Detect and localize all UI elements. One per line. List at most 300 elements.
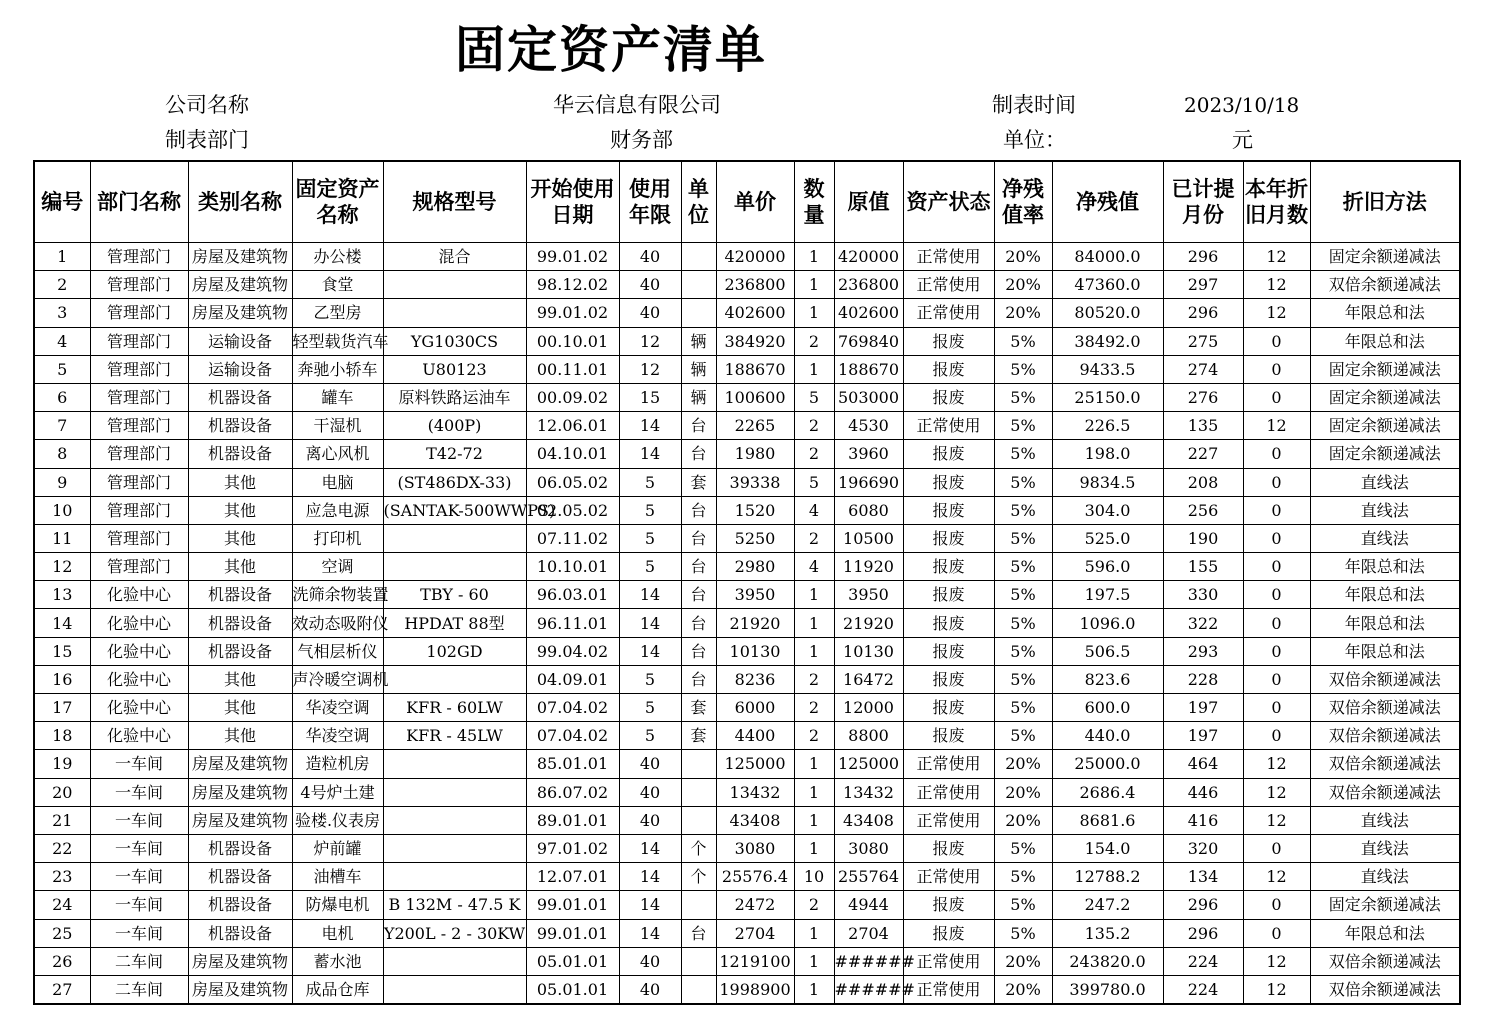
table-cell[interactable]: 18 xyxy=(34,722,90,750)
table-cell[interactable]: 135 xyxy=(1163,412,1243,440)
table-cell[interactable]: 14 xyxy=(619,609,681,637)
table-cell[interactable]: 14 xyxy=(619,581,681,609)
table-cell[interactable]: 混合 xyxy=(383,243,526,271)
table-cell[interactable]: 3960 xyxy=(834,440,903,468)
table-cell[interactable]: 8236 xyxy=(716,665,794,693)
table-cell[interactable]: 管理部门 xyxy=(90,383,188,411)
table-cell[interactable]: 报废 xyxy=(903,553,994,581)
table-cell[interactable]: 原料铁路运油车 xyxy=(383,383,526,411)
table-cell[interactable]: 155 xyxy=(1163,553,1243,581)
table-cell[interactable]: 一车间 xyxy=(90,806,188,834)
table-cell[interactable]: 造粒机房 xyxy=(292,750,383,778)
table-cell[interactable] xyxy=(383,553,526,581)
table-cell[interactable]: 管理部门 xyxy=(90,327,188,355)
table-cell[interactable]: 奔驰小轿车 xyxy=(292,355,383,383)
table-cell[interactable]: 4 xyxy=(794,496,834,524)
header-cell[interactable]: 净残值 xyxy=(1052,161,1163,243)
table-cell[interactable]: 双倍余额递减法 xyxy=(1310,271,1460,299)
table-cell[interactable]: 套 xyxy=(681,468,716,496)
table-cell[interactable]: 正常使用 xyxy=(903,975,994,1004)
table-cell[interactable]: 乙型房 xyxy=(292,299,383,327)
table-cell[interactable]: 15 xyxy=(34,637,90,665)
table-cell[interactable]: 管理部门 xyxy=(90,412,188,440)
table-cell[interactable]: 420000 xyxy=(716,243,794,271)
table-cell[interactable]: 辆 xyxy=(681,355,716,383)
table-cell[interactable]: 机器设备 xyxy=(188,609,292,637)
table-cell[interactable]: 228 xyxy=(1163,665,1243,693)
table-cell[interactable]: 12 xyxy=(34,553,90,581)
table-cell[interactable]: 1 xyxy=(794,299,834,327)
table-cell[interactable]: 报废 xyxy=(903,355,994,383)
table-cell[interactable] xyxy=(383,806,526,834)
table-cell[interactable]: 管理部门 xyxy=(90,299,188,327)
table-cell[interactable]: 1 xyxy=(794,834,834,862)
table-cell[interactable]: 2 xyxy=(794,440,834,468)
table-cell[interactable]: 10500 xyxy=(834,524,903,552)
table-cell[interactable]: 13432 xyxy=(834,778,903,806)
table-cell[interactable]: 2980 xyxy=(716,553,794,581)
table-cell[interactable]: 5% xyxy=(994,581,1052,609)
table-cell[interactable]: 399780.0 xyxy=(1052,975,1163,1004)
table-cell[interactable]: 化验中心 xyxy=(90,665,188,693)
unit-value[interactable]: 元 xyxy=(1232,128,1253,152)
table-cell[interactable]: 洗筛余物装置 xyxy=(292,581,383,609)
table-cell[interactable]: 10130 xyxy=(716,637,794,665)
table-cell[interactable]: 20% xyxy=(994,299,1052,327)
table-cell[interactable]: 直线法 xyxy=(1310,834,1460,862)
table-cell[interactable]: 5% xyxy=(994,722,1052,750)
table-cell[interactable]: 电机 xyxy=(292,919,383,947)
table-cell[interactable]: 85.01.01 xyxy=(526,750,619,778)
table-cell[interactable]: 14 xyxy=(619,440,681,468)
table-cell[interactable]: 12.07.01 xyxy=(526,863,619,891)
table-cell[interactable]: 1 xyxy=(794,609,834,637)
table-cell[interactable]: 年限总和法 xyxy=(1310,919,1460,947)
table-cell[interactable]: 0 xyxy=(1243,609,1310,637)
table-cell[interactable] xyxy=(383,271,526,299)
table-cell[interactable]: 2 xyxy=(794,891,834,919)
table-cell[interactable]: 1998900 xyxy=(716,975,794,1004)
table-cell[interactable] xyxy=(681,243,716,271)
table-cell[interactable]: 05.01.01 xyxy=(526,975,619,1004)
table-cell[interactable]: 1 xyxy=(794,271,834,299)
table-cell[interactable]: 10 xyxy=(794,863,834,891)
table-cell[interactable]: 固定余额递减法 xyxy=(1310,412,1460,440)
table-cell[interactable]: 报废 xyxy=(903,468,994,496)
table-cell[interactable]: 86.07.02 xyxy=(526,778,619,806)
table-cell[interactable]: 2 xyxy=(794,665,834,693)
header-cell[interactable]: 数量 xyxy=(794,161,834,243)
table-cell[interactable]: 4400 xyxy=(716,722,794,750)
table-cell[interactable]: 236800 xyxy=(716,271,794,299)
table-cell[interactable]: 00.10.01 xyxy=(526,327,619,355)
table-cell[interactable]: 化验中心 xyxy=(90,581,188,609)
table-cell[interactable]: 机器设备 xyxy=(188,891,292,919)
table-cell[interactable]: 188670 xyxy=(834,355,903,383)
table-cell[interactable]: 9 xyxy=(34,468,90,496)
table-cell[interactable]: 276 xyxy=(1163,383,1243,411)
table-cell[interactable]: 1 xyxy=(34,243,90,271)
table-cell[interactable]: 辆 xyxy=(681,383,716,411)
table-cell[interactable]: 15 xyxy=(619,383,681,411)
table-cell[interactable]: 5250 xyxy=(716,524,794,552)
table-cell[interactable]: 12.06.01 xyxy=(526,412,619,440)
table-cell[interactable]: 04.09.01 xyxy=(526,665,619,693)
header-cell[interactable]: 编号 xyxy=(34,161,90,243)
date-value[interactable]: 2023/10/18 xyxy=(1184,93,1300,117)
table-cell[interactable]: 43408 xyxy=(834,806,903,834)
table-cell[interactable]: 5 xyxy=(619,694,681,722)
header-cell[interactable]: 使用年限 xyxy=(619,161,681,243)
table-cell[interactable]: 21 xyxy=(34,806,90,834)
table-cell[interactable]: 320 xyxy=(1163,834,1243,862)
table-cell[interactable]: 304.0 xyxy=(1052,496,1163,524)
table-cell[interactable]: 3 xyxy=(34,299,90,327)
table-cell[interactable]: 14 xyxy=(34,609,90,637)
table-cell[interactable]: 1 xyxy=(794,243,834,271)
header-cell[interactable]: 固定资产名称 xyxy=(292,161,383,243)
table-cell[interactable]: 2686.4 xyxy=(1052,778,1163,806)
table-cell[interactable]: 2265 xyxy=(716,412,794,440)
table-cell[interactable]: 辆 xyxy=(681,327,716,355)
table-cell[interactable]: 固定余额递减法 xyxy=(1310,440,1460,468)
table-cell[interactable]: 255764 xyxy=(834,863,903,891)
table-cell[interactable] xyxy=(681,891,716,919)
table-cell[interactable]: 固定余额递减法 xyxy=(1310,355,1460,383)
table-cell[interactable]: 气相层析仪 xyxy=(292,637,383,665)
table-cell[interactable]: 0 xyxy=(1243,327,1310,355)
table-cell[interactable]: 2 xyxy=(794,327,834,355)
table-cell[interactable]: 05.01.01 xyxy=(526,947,619,975)
table-cell[interactable]: 02.05.02 xyxy=(526,496,619,524)
header-cell[interactable]: 单位 xyxy=(681,161,716,243)
table-cell[interactable]: 26 xyxy=(34,947,90,975)
table-cell[interactable]: 二车间 xyxy=(90,947,188,975)
table-cell[interactable]: 98.12.02 xyxy=(526,271,619,299)
table-cell[interactable]: 7 xyxy=(34,412,90,440)
table-cell[interactable]: 台 xyxy=(681,553,716,581)
table-cell[interactable]: 防爆电机 xyxy=(292,891,383,919)
table-cell[interactable]: 38492.0 xyxy=(1052,327,1163,355)
table-cell[interactable]: 直线法 xyxy=(1310,806,1460,834)
table-cell[interactable]: 5% xyxy=(994,412,1052,440)
table-cell[interactable]: 房屋及建筑物 xyxy=(188,778,292,806)
table-cell[interactable]: 99.01.01 xyxy=(526,891,619,919)
table-cell[interactable]: 房屋及建筑物 xyxy=(188,750,292,778)
table-cell[interactable]: 197 xyxy=(1163,694,1243,722)
table-cell[interactable]: 其他 xyxy=(188,496,292,524)
table-cell[interactable]: 台 xyxy=(681,412,716,440)
table-cell[interactable]: 293 xyxy=(1163,637,1243,665)
table-cell[interactable]: 6080 xyxy=(834,496,903,524)
table-cell[interactable]: 房屋及建筑物 xyxy=(188,271,292,299)
table-cell[interactable]: 5 xyxy=(34,355,90,383)
table-cell[interactable]: 134 xyxy=(1163,863,1243,891)
table-cell[interactable]: 24 xyxy=(34,891,90,919)
table-cell[interactable]: 打印机 xyxy=(292,524,383,552)
table-cell[interactable]: 22 xyxy=(34,834,90,862)
table-cell[interactable]: 40 xyxy=(619,975,681,1004)
table-cell[interactable]: 0 xyxy=(1243,694,1310,722)
table-cell[interactable]: 机器设备 xyxy=(188,863,292,891)
table-cell[interactable]: 84000.0 xyxy=(1052,243,1163,271)
table-cell[interactable]: 年限总和法 xyxy=(1310,609,1460,637)
table-cell[interactable]: 双倍余额递减法 xyxy=(1310,947,1460,975)
table-cell[interactable]: 0 xyxy=(1243,665,1310,693)
table-cell[interactable]: 125000 xyxy=(834,750,903,778)
table-cell[interactable]: 243820.0 xyxy=(1052,947,1163,975)
table-cell[interactable]: 管理部门 xyxy=(90,553,188,581)
table-cell[interactable]: 25576.4 xyxy=(716,863,794,891)
table-cell[interactable]: 报废 xyxy=(903,524,994,552)
table-cell[interactable]: 100600 xyxy=(716,383,794,411)
table-cell[interactable]: 运输设备 xyxy=(188,327,292,355)
table-cell[interactable]: 化验中心 xyxy=(90,637,188,665)
table-cell[interactable]: 5 xyxy=(794,468,834,496)
table-cell[interactable]: 正常使用 xyxy=(903,299,994,327)
table-cell[interactable]: 化验中心 xyxy=(90,609,188,637)
header-cell[interactable]: 规格型号 xyxy=(383,161,526,243)
table-cell[interactable]: 525.0 xyxy=(1052,524,1163,552)
table-cell[interactable]: 190 xyxy=(1163,524,1243,552)
table-cell[interactable]: 管理部门 xyxy=(90,271,188,299)
table-cell[interactable] xyxy=(383,750,526,778)
table-cell[interactable]: 40 xyxy=(619,750,681,778)
table-cell[interactable]: 10130 xyxy=(834,637,903,665)
table-cell[interactable]: 440.0 xyxy=(1052,722,1163,750)
table-cell[interactable]: 14 xyxy=(619,637,681,665)
table-cell[interactable]: 27 xyxy=(34,975,90,1004)
table-cell[interactable]: 双倍余额递减法 xyxy=(1310,778,1460,806)
table-cell[interactable]: 3950 xyxy=(716,581,794,609)
table-cell[interactable]: 报废 xyxy=(903,834,994,862)
table-cell[interactable]: 其他 xyxy=(188,694,292,722)
table-cell[interactable]: 5% xyxy=(994,383,1052,411)
table-cell[interactable]: 油槽车 xyxy=(292,863,383,891)
table-cell[interactable]: 运输设备 xyxy=(188,355,292,383)
table-cell[interactable]: 14 xyxy=(619,919,681,947)
table-cell[interactable]: 20 xyxy=(34,778,90,806)
table-cell[interactable]: 8 xyxy=(34,440,90,468)
table-cell[interactable]: 5% xyxy=(994,665,1052,693)
table-cell[interactable]: 12 xyxy=(1243,412,1310,440)
table-cell[interactable]: 干湿机 xyxy=(292,412,383,440)
table-cell[interactable]: 5 xyxy=(794,383,834,411)
table-cell[interactable] xyxy=(681,299,716,327)
table-cell[interactable]: 25000.0 xyxy=(1052,750,1163,778)
table-cell[interactable]: 二车间 xyxy=(90,975,188,1004)
table-cell[interactable]: 0 xyxy=(1243,722,1310,750)
table-cell[interactable]: 154.0 xyxy=(1052,834,1163,862)
table-cell[interactable]: 一车间 xyxy=(90,891,188,919)
header-cell[interactable]: 原值 xyxy=(834,161,903,243)
table-cell[interactable]: 双倍余额递减法 xyxy=(1310,722,1460,750)
table-cell[interactable]: 420000 xyxy=(834,243,903,271)
table-cell[interactable]: 5 xyxy=(619,722,681,750)
table-cell[interactable]: 5% xyxy=(994,496,1052,524)
table-cell[interactable]: 04.10.01 xyxy=(526,440,619,468)
table-cell[interactable]: 89.01.01 xyxy=(526,806,619,834)
table-cell[interactable]: 14 xyxy=(619,834,681,862)
table-cell[interactable]: 空调 xyxy=(292,553,383,581)
table-cell[interactable]: HPDAT 88型 xyxy=(383,609,526,637)
table-cell[interactable]: 台 xyxy=(681,440,716,468)
table-cell[interactable]: 43408 xyxy=(716,806,794,834)
table-cell[interactable]: 21920 xyxy=(716,609,794,637)
table-cell[interactable]: 224 xyxy=(1163,975,1243,1004)
table-cell[interactable]: 6 xyxy=(34,383,90,411)
table-cell[interactable]: 322 xyxy=(1163,609,1243,637)
table-cell[interactable]: 25150.0 xyxy=(1052,383,1163,411)
header-cell[interactable]: 开始使用日期 xyxy=(526,161,619,243)
table-cell[interactable]: 0 xyxy=(1243,383,1310,411)
table-cell[interactable]: 报废 xyxy=(903,919,994,947)
table-cell[interactable]: ###### xyxy=(834,975,903,1004)
table-cell[interactable]: 12 xyxy=(1243,299,1310,327)
table-cell[interactable]: 11920 xyxy=(834,553,903,581)
table-cell[interactable]: 297 xyxy=(1163,271,1243,299)
table-cell[interactable]: 5% xyxy=(994,553,1052,581)
table-cell[interactable]: 96.11.01 xyxy=(526,609,619,637)
table-cell[interactable]: 5% xyxy=(994,468,1052,496)
table-cell[interactable]: 20% xyxy=(994,947,1052,975)
table-cell[interactable]: KFR - 45LW xyxy=(383,722,526,750)
table-cell[interactable]: 个 xyxy=(681,834,716,862)
table-cell[interactable]: 台 xyxy=(681,637,716,665)
table-cell[interactable]: 年限总和法 xyxy=(1310,299,1460,327)
table-cell[interactable]: 3950 xyxy=(834,581,903,609)
table-cell[interactable]: 效动态吸附仪 xyxy=(292,609,383,637)
table-cell[interactable]: 2 xyxy=(794,722,834,750)
table-cell[interactable]: 0 xyxy=(1243,440,1310,468)
table-cell[interactable]: 13 xyxy=(34,581,90,609)
table-cell[interactable]: 197.5 xyxy=(1052,581,1163,609)
table-cell[interactable]: 00.11.01 xyxy=(526,355,619,383)
table-cell[interactable]: 402600 xyxy=(834,299,903,327)
table-cell[interactable]: 1 xyxy=(794,975,834,1004)
table-cell[interactable]: 台 xyxy=(681,665,716,693)
table-cell[interactable]: 12 xyxy=(619,355,681,383)
table-cell[interactable]: 2472 xyxy=(716,891,794,919)
table-cell[interactable]: 房屋及建筑物 xyxy=(188,947,292,975)
table-cell[interactable]: 188670 xyxy=(716,355,794,383)
table-cell[interactable]: 296 xyxy=(1163,919,1243,947)
table-cell[interactable]: 296 xyxy=(1163,299,1243,327)
table-cell[interactable]: 正常使用 xyxy=(903,863,994,891)
table-cell[interactable]: 个 xyxy=(681,863,716,891)
table-cell[interactable]: 其他 xyxy=(188,722,292,750)
table-cell[interactable]: 正常使用 xyxy=(903,271,994,299)
table-cell[interactable]: 蓄水池 xyxy=(292,947,383,975)
table-cell[interactable]: 40 xyxy=(619,299,681,327)
header-cell[interactable]: 已计提月份 xyxy=(1163,161,1243,243)
table-cell[interactable] xyxy=(681,271,716,299)
table-cell[interactable]: 1096.0 xyxy=(1052,609,1163,637)
table-cell[interactable]: 正常使用 xyxy=(903,412,994,440)
table-cell[interactable] xyxy=(681,975,716,1004)
table-cell[interactable]: 402600 xyxy=(716,299,794,327)
table-cell[interactable]: 直线法 xyxy=(1310,496,1460,524)
header-cell[interactable]: 折旧方法 xyxy=(1310,161,1460,243)
table-cell[interactable]: 80520.0 xyxy=(1052,299,1163,327)
table-cell[interactable]: 正常使用 xyxy=(903,750,994,778)
table-cell[interactable]: 21920 xyxy=(834,609,903,637)
table-cell[interactable]: 330 xyxy=(1163,581,1243,609)
table-cell[interactable] xyxy=(383,975,526,1004)
table-cell[interactable]: 5% xyxy=(994,919,1052,947)
table-cell[interactable]: 正常使用 xyxy=(903,947,994,975)
table-cell[interactable]: 0 xyxy=(1243,468,1310,496)
table-cell[interactable]: 双倍余额递减法 xyxy=(1310,975,1460,1004)
table-cell[interactable]: 管理部门 xyxy=(90,355,188,383)
table-cell[interactable]: 0 xyxy=(1243,355,1310,383)
table-cell[interactable]: 台 xyxy=(681,919,716,947)
table-cell[interactable]: 06.05.02 xyxy=(526,468,619,496)
table-cell[interactable]: 报废 xyxy=(903,440,994,468)
table-cell[interactable]: 管理部门 xyxy=(90,440,188,468)
table-cell[interactable]: 596.0 xyxy=(1052,553,1163,581)
table-cell[interactable]: ###### xyxy=(834,947,903,975)
table-cell[interactable] xyxy=(383,778,526,806)
table-cell[interactable]: 报废 xyxy=(903,694,994,722)
table-cell[interactable]: 化验中心 xyxy=(90,722,188,750)
table-cell[interactable]: 9834.5 xyxy=(1052,468,1163,496)
table-cell[interactable]: 00.09.02 xyxy=(526,383,619,411)
table-cell[interactable]: 管理部门 xyxy=(90,468,188,496)
table-cell[interactable]: 机器设备 xyxy=(188,440,292,468)
table-cell[interactable]: 40 xyxy=(619,243,681,271)
table-cell[interactable]: 其他 xyxy=(188,468,292,496)
table-cell[interactable]: 16 xyxy=(34,665,90,693)
table-cell[interactable]: 机器设备 xyxy=(188,637,292,665)
table-cell[interactable]: 12000 xyxy=(834,694,903,722)
table-cell[interactable]: Y200L - 2 - 30KW xyxy=(383,919,526,947)
table-cell[interactable]: 416 xyxy=(1163,806,1243,834)
table-cell[interactable]: 1 xyxy=(794,750,834,778)
table-cell[interactable]: 14 xyxy=(619,891,681,919)
table-cell[interactable]: 96.03.01 xyxy=(526,581,619,609)
table-cell[interactable] xyxy=(383,299,526,327)
table-cell[interactable]: 双倍余额递减法 xyxy=(1310,750,1460,778)
table-cell[interactable]: 446 xyxy=(1163,778,1243,806)
table-cell[interactable]: 1 xyxy=(794,778,834,806)
table-cell[interactable]: 报废 xyxy=(903,722,994,750)
table-cell[interactable]: 套 xyxy=(681,722,716,750)
table-cell[interactable]: 5 xyxy=(619,553,681,581)
table-cell[interactable]: 正常使用 xyxy=(903,778,994,806)
table-cell[interactable]: 台 xyxy=(681,581,716,609)
table-cell[interactable]: 直线法 xyxy=(1310,468,1460,496)
table-cell[interactable] xyxy=(681,947,716,975)
table-cell[interactable]: (400P) xyxy=(383,412,526,440)
table-cell[interactable]: 12 xyxy=(1243,271,1310,299)
table-cell[interactable]: 247.2 xyxy=(1052,891,1163,919)
table-cell[interactable]: 房屋及建筑物 xyxy=(188,299,292,327)
table-cell[interactable]: 23 xyxy=(34,863,90,891)
table-cell[interactable]: 4号炉土建 xyxy=(292,778,383,806)
table-cell[interactable]: 226.5 xyxy=(1052,412,1163,440)
table-cell[interactable]: 236800 xyxy=(834,271,903,299)
table-cell[interactable]: 823.6 xyxy=(1052,665,1163,693)
table-cell[interactable]: 8800 xyxy=(834,722,903,750)
table-cell[interactable]: 5 xyxy=(619,524,681,552)
table-cell[interactable]: 2 xyxy=(794,694,834,722)
table-cell[interactable]: 503000 xyxy=(834,383,903,411)
table-cell[interactable]: 1520 xyxy=(716,496,794,524)
table-cell[interactable]: 5% xyxy=(994,891,1052,919)
table-cell[interactable]: 报废 xyxy=(903,496,994,524)
table-cell[interactable]: 罐车 xyxy=(292,383,383,411)
